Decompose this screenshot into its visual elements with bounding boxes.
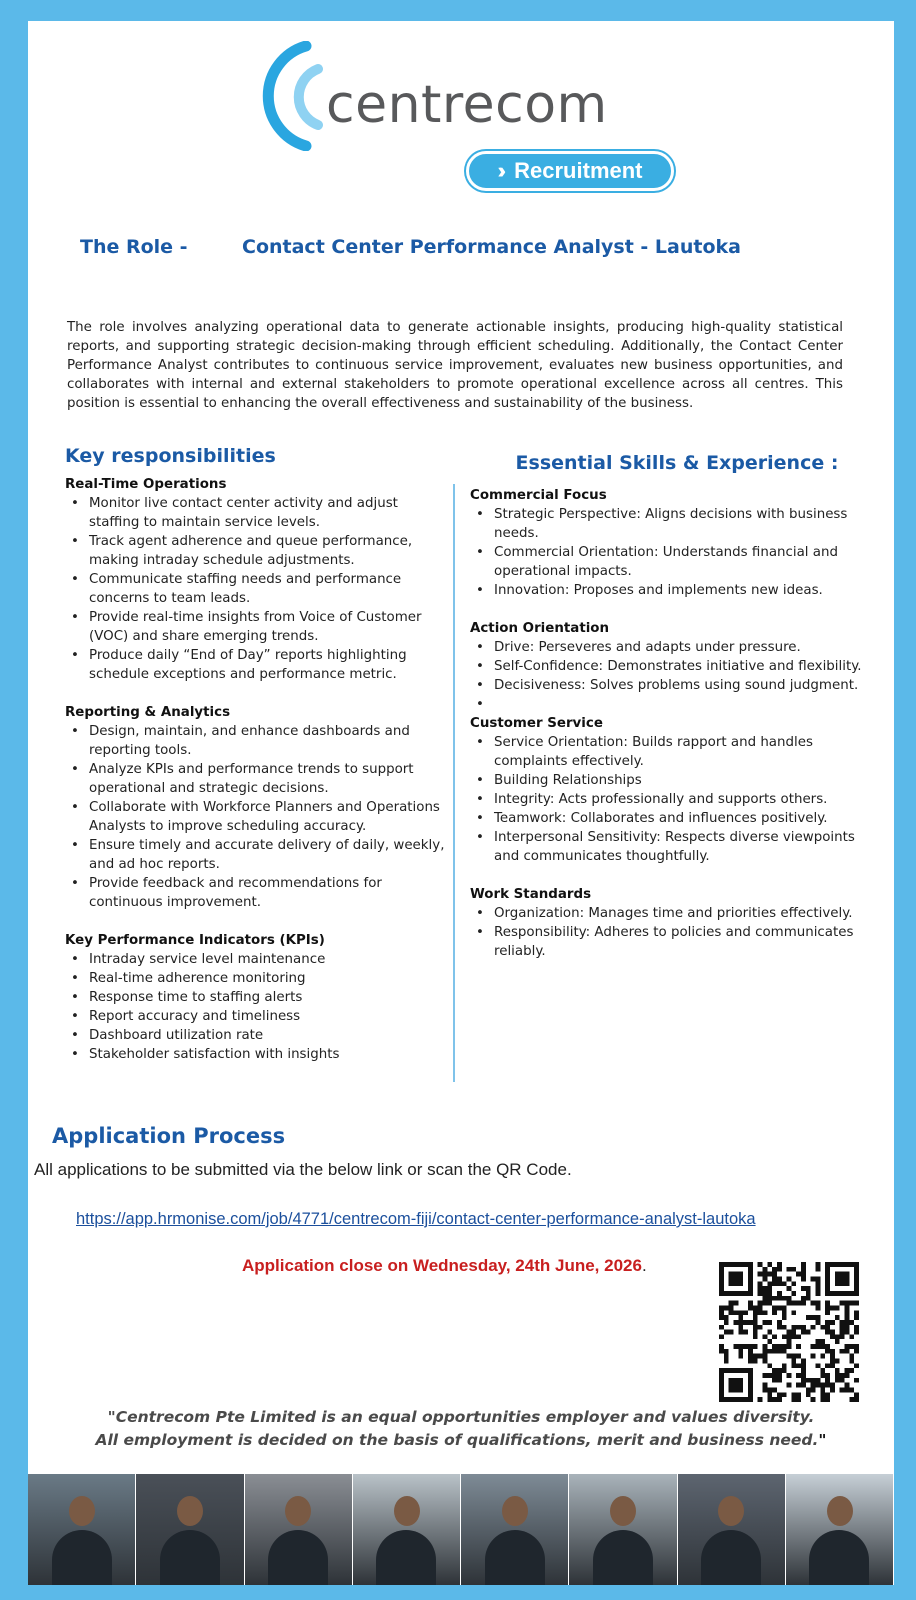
list-item: • Ensure timely and accurate delivery of daily, weekly, and ad hoc reports. <box>65 836 445 874</box>
list-item: • Analyze KPIs and performance trends to support operational and strategic decisions. <box>65 760 445 798</box>
role-header <box>80 236 874 266</box>
qr-code-icon[interactable] <box>719 1262 859 1402</box>
list-item: • Integrity: Acts professionally and supports others. <box>470 790 870 809</box>
list-item: • Decisiveness: Solves problems using sound judgment. <box>470 676 870 695</box>
equal-opportunity-statement <box>28 1406 894 1452</box>
list-item: • Intraday service level maintenance <box>65 950 445 969</box>
list-item: • Provide feedback and recommendations for continuous improvement. <box>65 874 445 912</box>
person-body <box>268 1530 328 1585</box>
bullet-list <box>65 494 445 684</box>
person-silhouette <box>69 1496 95 1526</box>
job-poster <box>28 21 894 1585</box>
list-item: • Strategic Perspective: Aligns decisions with business needs. <box>470 505 870 543</box>
statement-close-quote: " <box>818 1431 827 1449</box>
person-body <box>160 1530 220 1585</box>
list-item: • Innovation: Proposes and implements new ideas. <box>470 581 870 600</box>
team-uniform-photo <box>786 1474 894 1585</box>
list-item: • Interpersonal Sensitivity: Respects diverse viewpoints and communicates thoughtfully. <box>470 828 870 866</box>
list-item: • Design, maintain, and enhance dashboards and reporting tools. <box>65 722 445 760</box>
list-item: • Teamwork: Collaborates and influences positively. <box>470 809 870 828</box>
application-link[interactable]: https://app.hrmonise.com/job/4771/centrecom-fiji/contact-center-performance-analyst-lautoka <box>76 1210 756 1228</box>
agent-smiling-photo <box>245 1474 353 1585</box>
recruitment-badge <box>466 151 674 191</box>
recruitment-label: Recruitment <box>514 158 643 183</box>
responsibilities-heading: Key responsibilities <box>65 445 276 467</box>
person-body <box>701 1530 761 1585</box>
list-item: • Dashboard utilization rate <box>65 1026 445 1045</box>
closing-date-period: . <box>641 1256 647 1275</box>
person-body <box>809 1530 869 1585</box>
meeting-photo <box>569 1474 677 1585</box>
group-heading: Real-Time Operations <box>65 477 227 492</box>
list-item: • Real-time adherence monitoring <box>65 969 445 988</box>
logo-arcs-icon <box>258 41 328 151</box>
agent-headset-photo <box>28 1474 136 1585</box>
person-silhouette <box>177 1496 203 1526</box>
list-item: • Communicate staffing needs and performance concerns to team leads. <box>65 570 445 608</box>
person-silhouette <box>827 1496 853 1526</box>
list-item: • Building Relationships <box>470 771 870 790</box>
skills-heading: Essential Skills & Experience : <box>515 452 839 474</box>
bullet-list <box>65 950 445 1064</box>
closing-date <box>242 1256 647 1276</box>
list-item: • Response time to staffing alerts <box>65 988 445 1007</box>
list-item: • Responsibility: Adheres to policies and communicates reliably. <box>470 923 870 961</box>
bullet-list <box>470 904 870 961</box>
list-item: • Service Orientation: Builds rapport and handles complaints effectively. <box>470 733 870 771</box>
team-photo-strip <box>28 1474 894 1585</box>
statement-line-1: "Centrecom Pte Limited is an equal opportunities employer and values diversity. <box>107 1408 815 1426</box>
person-silhouette <box>394 1496 420 1526</box>
list-item: • Collaborate with Workforce Planners and Operations Analysts to improve scheduling accuracy. <box>65 798 445 836</box>
list-item: • Report accuracy and timeliness <box>65 1007 445 1026</box>
application-instructions: All applications to be submitted via the below link or scan the QR Code. <box>34 1160 572 1179</box>
role-description: The role involves analyzing operational data to generate actionable insights, producing high-quality statistical reports, and supporting strategic decision-making through efficient scheduling. Additionally, the Contact Center Performance Analyst contributes to continuous service improvement, evaluates new business opportunities, and collaborates with internal and external stakeholders to promote operational excellence across all centres. This position is essential to enhancing the overall effectiveness and sustainability of the business. <box>67 320 843 411</box>
person-body <box>593 1530 653 1585</box>
person-silhouette <box>285 1496 311 1526</box>
group-heading: Customer Service <box>470 716 603 731</box>
closing-date-text: Application close on Wednesday, 24th June, 2026 <box>242 1256 642 1275</box>
list-item: • Produce daily “End of Day” reports highlighting schedule exceptions and performance metric. <box>65 646 445 684</box>
bullet-list <box>470 505 870 600</box>
office-team-photo <box>353 1474 461 1585</box>
person-body <box>376 1530 436 1585</box>
group-heading: Work Standards <box>470 887 592 902</box>
double-chevron-right-icon: ›› <box>497 158 501 183</box>
group-heading: Action Orientation <box>470 621 610 636</box>
person-silhouette <box>718 1496 744 1526</box>
statement-line-2 <box>28 1429 894 1452</box>
list-item: • Monitor live contact center activity and adjust staffing to maintain service levels. <box>65 494 445 532</box>
group-heading: Commercial Focus <box>470 488 607 503</box>
column-divider <box>453 484 455 1082</box>
list-item: • Provide real-time insights from Voice of Customer (VOC) and share emerging trends. <box>65 608 445 646</box>
centrecom-logo <box>258 41 658 201</box>
list-item: • Track agent adherence and queue performance, making intraday schedule adjustments. <box>65 532 445 570</box>
person-body <box>52 1530 112 1585</box>
list-item: • Drive: Perseveres and adapts under pressure. <box>470 638 870 657</box>
bullet-list <box>65 722 445 912</box>
responsibilities-column <box>65 445 445 1083</box>
group-heading: Reporting & Analytics <box>65 705 231 720</box>
bullet-list <box>470 733 870 866</box>
list-item: • Self-Confidence: Demonstrates initiative and flexibility. <box>470 657 870 676</box>
team-group-photo <box>136 1474 244 1585</box>
application-heading: Application Process <box>52 1124 286 1148</box>
skills-column <box>470 452 870 980</box>
person-body <box>485 1530 545 1585</box>
role-title: Contact Center Performance Analyst - Lautoka <box>242 236 741 258</box>
list-item <box>470 695 870 714</box>
bullet-list <box>470 638 870 714</box>
person-silhouette <box>610 1496 636 1526</box>
list-item: • Organization: Manages time and priorities effectively. <box>470 904 870 923</box>
logo-wordmark: centrecom <box>326 75 608 135</box>
person-silhouette <box>502 1496 528 1526</box>
group-heading: Key Performance Indicators (KPIs) <box>65 933 325 948</box>
agent-laughing-photo <box>678 1474 786 1585</box>
list-item: • Commercial Orientation: Understands financial and operational impacts. <box>470 543 870 581</box>
list-item: • Stakeholder satisfaction with insights <box>65 1045 445 1064</box>
staff-portrait-photo <box>461 1474 569 1585</box>
role-label: The Role - <box>80 236 188 258</box>
statement-line-2-text: All employment is decided on the basis of qualifications, merit and business need. <box>95 1431 819 1449</box>
